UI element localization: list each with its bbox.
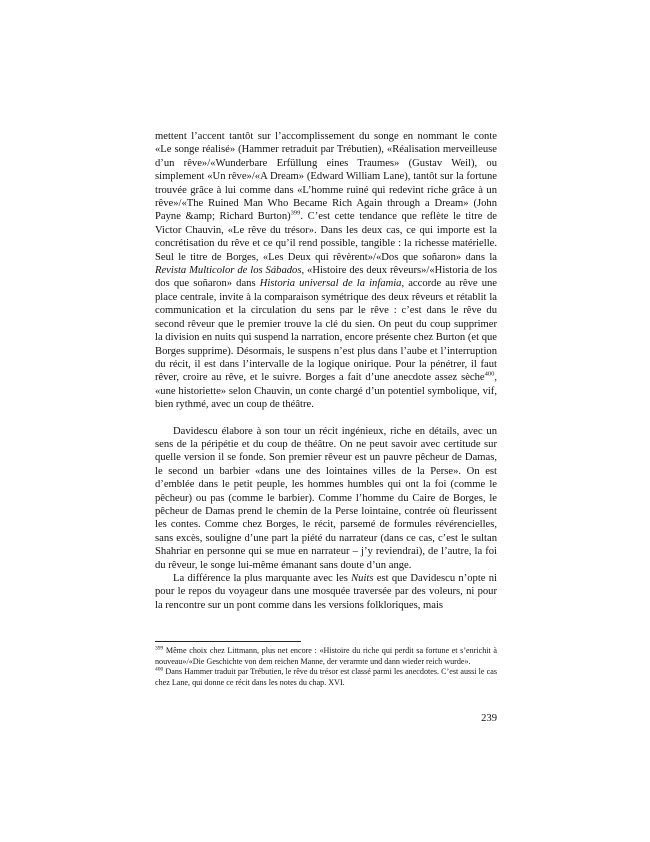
footnote-text: Dans Hammer traduit par Trébutien, le rêve du trésor est classé parmi les anecdotes. C’est aussi le cas chez Lane, qui donne ce récit dans les notes du chap. XVI. — [155, 667, 497, 687]
paragraph-2: Davidescu élabore à son tour un récit ingénieux, riche en détails, avec un sens de la péripétie et du coup de théâtre. On ne peut savoir avec certitude sur quelle version il se fonde. Son premier rêveur est un pauvre pêcheur de Damas, le second un barbier «dans une des lointaines villes de la Perse». On est d’emblée dans le petit peuple, les hommes humbles qui ont la foi (comme le pêcheur) ou pas (comme le barbier). Comme l’homme du Caire de Borges, le pêcheur de Damas prend le chemin de la Perse lointaine, contrée où fleurissent les contes. Comme chez Borges, le récit, parsemé de formules révérencielles, sans excès, souligne d’une part la piété du narrateur (dans ce cas, c’est le sultan Shahriar en personne qui se mue en narrateur – j’y reviendrai), de l’autre, la foi du rêveur, le songe lui-même émanant sans doute d’un ange. — [155, 425, 497, 571]
italic-title-nuits: Nuits — [351, 573, 374, 584]
paragraph-1-text-b: . C’est cette tendance que reflète le titre de Victor Chauvin, «Le rêve du trésor». Dans les deux cas, ce qui importe est la concrétisation du rêve et ce qu’il rend possible, tangible : la richesse matérielle. Seul le titre de Borges, «Les Deux qui rêvèrent»/«Dos que soñaron» dans la — [155, 211, 498, 263]
footnote-ref-400[interactable]: 400 — [484, 370, 495, 378]
paragraph-1-text-e: , «une historiette» selon Chauvin, un conte chargé d’un potentiel symbolique, vif, bien rythmé, avec un coup de théâtre. — [155, 372, 497, 411]
footnote-399 — [155, 646, 497, 667]
footnote-number: 400 — [155, 666, 164, 673]
footnotes-section — [155, 641, 497, 688]
footnote-text: Même choix chez Littmann, plus net encore : «Histoire du riche qui perdit sa fortune et s’enrichit à nouveau»/«Die Geschichte von dem reichen Manne, der verarmte und dann wieder reich wurde». — [155, 646, 497, 666]
paragraph-1-text-c: , «Histoire des deux rêveurs»/«Historia de los dos que soñaron» dans — [155, 265, 498, 290]
page-number: 239 — [481, 713, 497, 724]
paragraph-1-text-d: , accorde au rêve une place centrale, invite à la comparaison symétrique des deux rêveurs et rétablit la communication et la circulation du sens par le rêve : c’est dans le rêve du second rêveur que le premier trouve la clé du sien. On peut du coup supprimer la division en nuits qui suspend la narration, encore présente chez Burton (et que Borges supprime). Désormais, le suspens n’est plus dans l’aube et l’interruption du récit, il est dans l’intervalle de la logique onirique. Pour la pénétrer, il faut rêver, croire au rêve, et le suivre. Borges a fait d’une anecdote assez sèche — [155, 278, 497, 384]
footnote-ref-399[interactable]: 399 — [290, 209, 301, 217]
paragraph-3-text-a: La différence la plus marquante avec les — [173, 573, 352, 584]
italic-title-historia: Historia universal de la infamia — [259, 278, 402, 290]
footnote-separator — [155, 641, 301, 642]
footnote-400 — [155, 667, 497, 688]
footnote-number: 399 — [155, 645, 164, 652]
paragraph-1-text-a: mettent l’accent tantôt sur l’accomplissement du songe en nommant le conte «Le songe réalisé» (Hammer retraduit par Trébutien), «Réalisation merveilleuse d’un rêve»/«Wunderbare Erfüllung eines Traumes» (Gustav Weil), ou simplement «Un rêve»/«A Dream» (Edward William Lane), tantôt sur la fortune trouvée grâce à lui comme dans «L’homme ruiné qui redevint riche grâce à un rêve»/«The Ruined Man Who Became Rich Again through a Dream» (John Payne &amp; Richard Burton) — [155, 131, 497, 223]
paragraph-3 — [155, 572, 497, 612]
page-body — [155, 130, 497, 612]
paragraph-1 — [155, 130, 497, 412]
paragraph-3-text-b: est que Davidescu n’opte ni pour le repos du voyageur dans une mosquée traversée par des voleurs, ni pour la rencontre sur un pont comme dans les versions folkloriques, mais — [155, 573, 497, 611]
paragraph-gap — [155, 412, 497, 425]
italic-title-revista: Revista Multicolor de los Sábados — [155, 265, 302, 277]
